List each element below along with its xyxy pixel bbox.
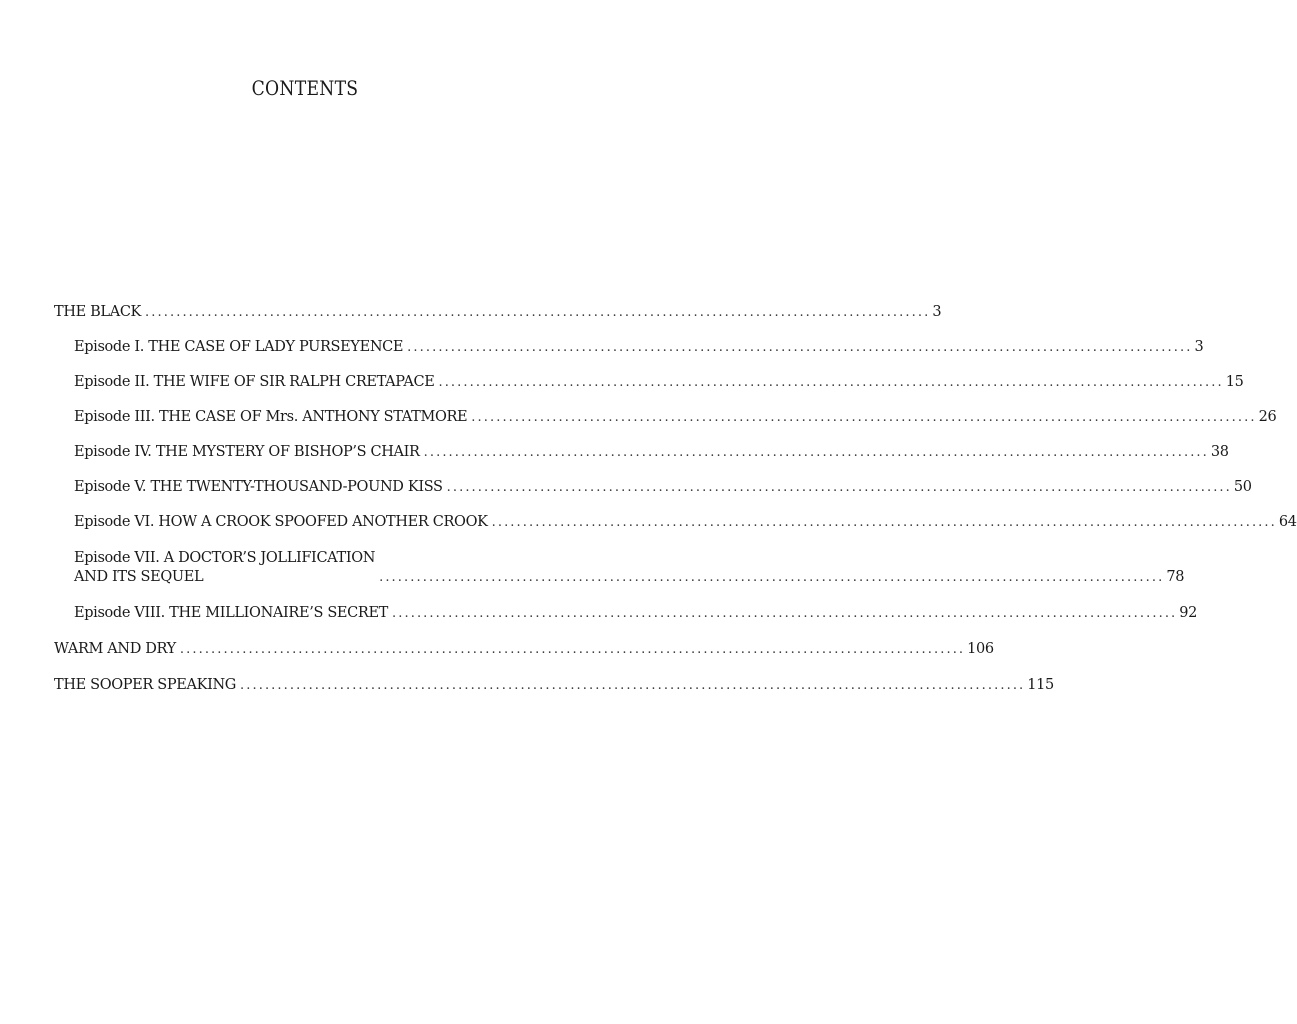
toc-entry-label: THE SOOPER SPEAKING [54,677,237,693]
toc-page-number: 38 [1210,444,1229,460]
toc-entry-warm-and-dry[interactable] [54,640,994,659]
toc-entry-label: Episode II. THE WIFE OF SIR RALPH CRETAPACE [74,374,435,390]
toc-entry-label: Episode III. THE CASE OF Mrs. ANTHONY STATMORE [74,409,468,425]
toc-entry-episode-4[interactable] [54,443,1229,462]
page-title: CONTENTS [251,76,359,100]
toc-leader-dots: .............................................................................................................................. [471,410,1257,425]
toc-leader-dots: .............................................................................................................................. [446,480,1232,495]
toc-leader-dots: .............................................................................................................................. [392,606,1178,621]
toc-entry-the-sooper-speaking[interactable] [54,676,1054,695]
toc-page-number: 78 [1166,569,1185,585]
toc-entry-label-line-1: Episode VII. A DOCTOR’S JOLLIFICATION [74,550,376,566]
toc-entry-episode-1[interactable] [54,338,1204,357]
toc-leader-dots: .............................................................................................................................. [407,340,1193,355]
toc-page-number: 106 [967,641,994,657]
toc-page-number: 50 [1233,479,1252,495]
toc-entry-label [54,549,379,587]
toc-entry-label: Episode VI. HOW A CROOK SPOOFED ANOTHER CROOK [74,514,488,530]
toc-entry-label: Episode V. THE TWENTY-THOUSAND-POUND KISS [74,479,443,495]
toc-entry-label: Episode I. THE CASE OF LADY PURSEYENCE [74,339,404,355]
toc-leader-dots: .............................................................................................................................. [379,570,1165,585]
toc-entry-episode-7[interactable] [54,549,1185,587]
toc-leader-dots: .............................................................................................................................. [179,642,966,657]
toc-entry-the-black[interactable] [54,303,942,322]
toc-entry-episode-6[interactable] [54,513,1297,532]
toc-entry-episode-8[interactable] [54,604,1198,623]
toc-entry-episode-5[interactable] [54,478,1252,497]
toc-page-number: 92 [1179,605,1198,621]
toc-entry-label: WARM AND DRY [54,641,176,657]
toc-entry-episode-3[interactable] [54,408,1277,427]
toc-leader-dots: .............................................................................................................................. [145,305,931,320]
toc-page-number: 15 [1225,374,1244,390]
toc-page-number: 3 [932,304,942,320]
toc-entry-label-line-2: AND ITS SEQUEL [74,569,204,585]
toc-entry-label: Episode IV. THE MYSTERY OF BISHOP’S CHAIR [74,444,420,460]
toc-page-number: 3 [1194,339,1204,355]
toc-entry-label: Episode VIII. THE MILLIONAIRE’S SECRET [74,605,389,621]
toc-leader-dots: .............................................................................................................................. [240,678,1026,693]
toc-page-number: 115 [1027,677,1054,693]
toc-leader-dots: .............................................................................................................................. [423,445,1209,460]
toc-page-number: 26 [1258,409,1277,425]
toc-page-number: 64 [1278,514,1297,530]
toc-leader-dots: .............................................................................................................................. [438,375,1224,390]
toc-entry-label: THE BLACK [54,304,142,320]
toc-leader-dots: .............................................................................................................................. [491,515,1277,530]
toc-entry-episode-2[interactable] [54,373,1244,392]
